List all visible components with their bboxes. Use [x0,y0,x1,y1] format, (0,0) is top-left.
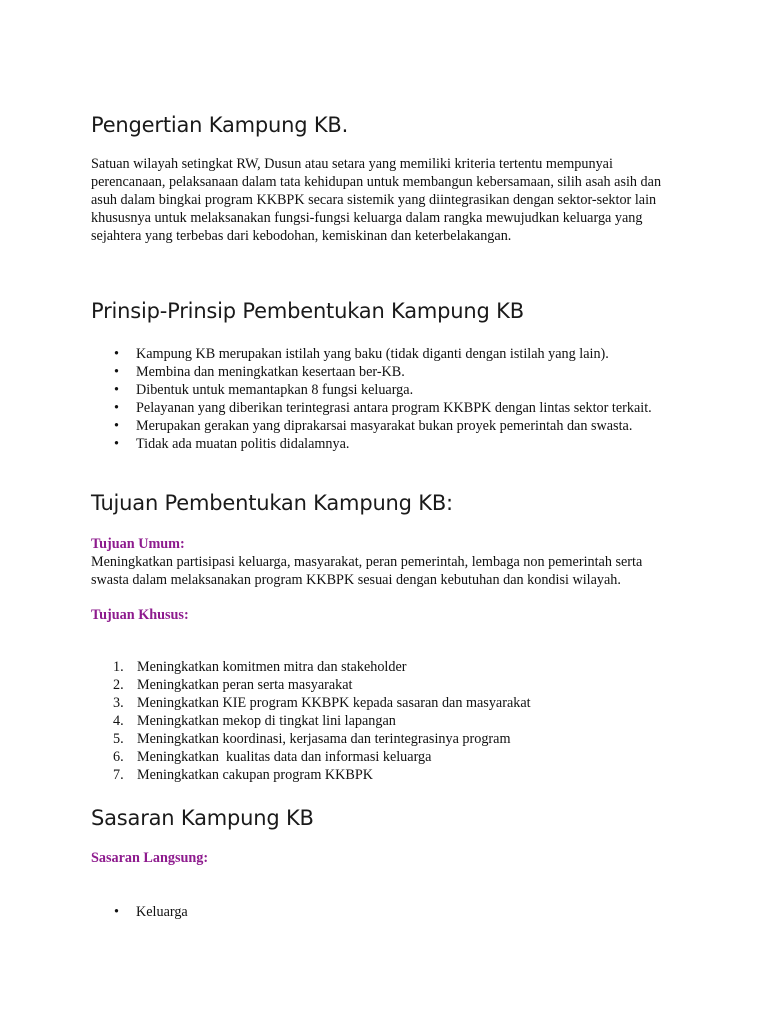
number-marker: 1. [113,659,124,675]
paragraph-tujuan-umum: Meningkatkan partisipasi keluarga, masyarakat, peran pemerintah, lembaga non pemerintah serta swasta dalam melaksanakan program KKBPK sesuai dengan kebutuhan dan kondisi wilayah. [91,554,643,588]
number-marker: 5. [113,731,124,747]
number-marker: 3. [113,695,124,711]
list-item: 3. Meningkatkan KIE program KKBPK kepada sasaran dan masyarakat [113,695,531,711]
subheading-tujuan-khusus: Tujuan Khusus: [91,607,189,623]
paragraph-pengertian: Satuan wilayah setingkat RW, Dusun atau setara yang memiliki kriteria tertentu mempunyai perencanaan, pelaksanaan dalam tata kehidupan untuk membangun kebersamaan, silih asah asih dan asuh dalam bingkai program KKBPK secara sistemik yang diintegrasikan dengan sektor-sektor lain khususnya untuk melaksanakan fungsi-fungsi keluarga dalam rangka mewujudkan keluarga yang sejahtera yang terbebas dari kebodohan, kemiskinan dan keterbelakangan. [91,156,662,244]
number-marker: 7. [113,767,124,783]
list-item: 1. Meningkatkan komitmen mitra dan stakeholder [113,659,407,675]
bullet-marker: • [114,904,119,920]
list-item: 7. Meningkatkan cakupan program KKBPK [113,767,374,783]
bullet-marker: • [114,436,119,452]
heading-prinsip: Prinsip-Prinsip Pembentukan Kampung KB [91,299,524,323]
list-item: • Kampung KB merupakan istilah yang baku (tidak diganti dengan istilah yang lain). [114,346,609,362]
bullet-marker: • [114,418,119,434]
bullet-marker: • [114,364,119,380]
number-marker: 4. [113,713,124,729]
list-item: • Keluarga [114,904,188,920]
bullet-marker: • [114,346,119,362]
list-item: 2. Meningkatkan peran serta masyarakat [113,677,353,693]
sasaran-langsung-list [91,903,681,921]
prinsip-list [91,345,681,453]
list-item: • Membina dan meningkatkan kesertaan ber-KB. [114,364,405,380]
heading-tujuan: Tujuan Pembentukan Kampung KB: [91,491,453,515]
subheading-sasaran-langsung: Sasaran Langsung: [91,850,209,866]
list-item: 5. Meningkatkan koordinasi, kerjasama dan terintegrasinya program [113,731,511,747]
list-item: • Dibentuk untuk memantapkan 8 fungsi keluarga. [114,382,414,398]
list-item: • Pelayanan yang diberikan terintegrasi antara program KKBPK dengan lintas sektor terkait. [114,400,652,416]
number-marker: 2. [113,677,124,693]
number-marker: 6. [113,749,124,765]
list-item: 4. Meningkatkan mekop di tingkat lini lapangan [113,713,396,729]
list-item: • Tidak ada muatan politis didalamnya. [114,436,350,452]
list-item: • Merupakan gerakan yang diprakarsai masyarakat bukan proyek pemerintah dan swasta. [114,418,633,434]
subheading-tujuan-umum: Tujuan Umum: [91,536,185,552]
tujuan-khusus-list [91,658,681,784]
heading-pengertian: Pengertian Kampung KB. [91,113,349,137]
bullet-marker: • [114,382,119,398]
list-item: 6. Meningkatkan kualitas data dan informasi keluarga [113,749,432,765]
heading-sasaran: Sasaran Kampung KB [91,806,314,830]
bullet-marker: • [114,400,119,416]
